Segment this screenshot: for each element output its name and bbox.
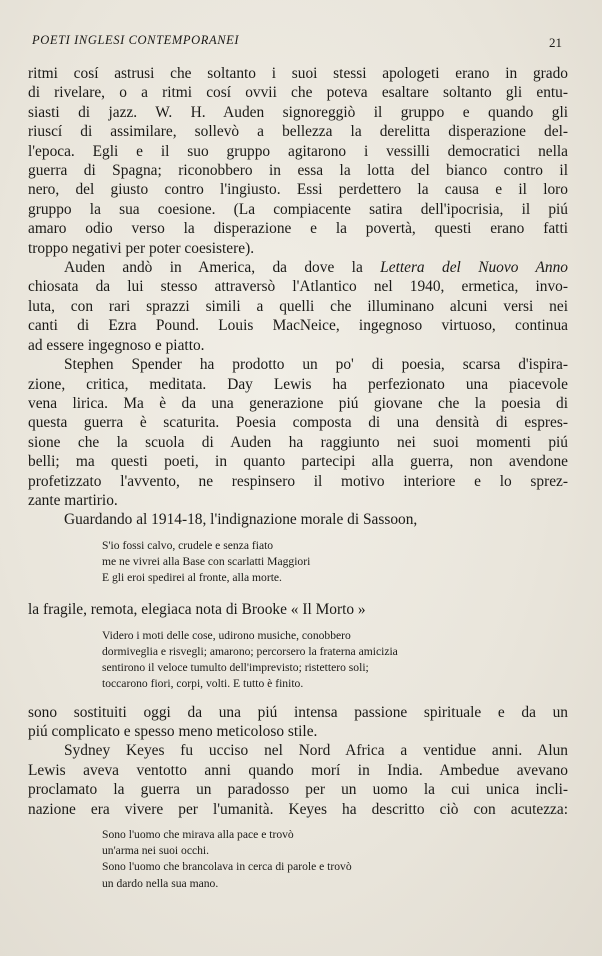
paragraph-6 — [28, 703, 568, 742]
text-line: la fragile, remota, elegiaca nota di Brooke « Il Morto » — [28, 601, 366, 619]
text-line: zante martirio. — [28, 491, 118, 509]
text-line: piú complicato e spesso meno meticoloso stile. — [28, 722, 318, 740]
poem-line: Sono l'uomo che brancolava in cerca di parole e trovò — [102, 860, 352, 874]
paragraph-4 — [28, 510, 568, 529]
text-line: riuscí di assimilare, sollevò a bellezza la derelitta disperazione del- — [28, 123, 568, 141]
page-body — [28, 64, 568, 902]
poem-line: dormiveglia e risvegli; amarono; percorsero la fraterna amicizia — [102, 644, 398, 658]
poem-keyes — [102, 827, 568, 892]
text-line: ritmi cosí astrusi che soltanto i suoi stessi apologeti erano in grado — [28, 65, 568, 82]
paragraph-3 — [28, 355, 568, 510]
text-line — [28, 258, 568, 277]
text-line: guerra di Spagna; riconobbero in essa la lotta del bianco contro il — [28, 162, 568, 180]
text-line: Sydney Keyes fu ucciso nel Nord Africa a ventidue anni. Alun — [64, 742, 568, 760]
poem-line: un dardo nella sua mano. — [102, 876, 219, 890]
poem-line: sentirono il veloce tumulto dell'imprevisto; ristettero soli; — [102, 661, 369, 675]
poem-line: Sono l'uomo che mirava alla pace e trovò — [102, 828, 294, 842]
running-title: POETI INGLESI CONTEMPORANEI — [32, 33, 240, 47]
paragraph-5 — [28, 600, 568, 619]
poem-line: me ne vivrei alla Base con scarlatti Maggiori — [102, 554, 311, 568]
text-line: chiosata da lui stesso attraversò l'Atlantico nel 1940, ermetica, invo- — [28, 278, 568, 296]
page-number: 21 — [549, 35, 562, 50]
text-line: nazione era vivere per l'umanità. Keyes ha descritto ciò con acutezza: — [28, 800, 568, 818]
text-line: zione, critica, meditata. Day Lewis ha perfezionato una piacevole — [28, 375, 568, 393]
poem-line: un'arma nei suoi occhi. — [102, 844, 210, 858]
poem-line: S'io fossi calvo, crudele e senza fiato — [102, 538, 274, 552]
paragraph-2 — [28, 258, 568, 355]
text-run: Auden andò in America, da dove la — [64, 259, 381, 277]
text-line: profetizzato l'avvento, ne respinsero il motivo interiore e lo sprez- — [28, 472, 568, 490]
text-line: questa guerra è scaturita. Poesia composta di una densità di espres- — [28, 414, 568, 432]
text-line: vena lirica. Ma è da una generazione piú giovane che la poesia di — [28, 394, 568, 412]
paragraph-7 — [28, 741, 568, 819]
text-line: ad essere ingegnoso e piatto. — [28, 336, 205, 354]
text-line: amaro odio verso la disperazione e la povertà, questi erano fatti — [28, 220, 568, 238]
text-line: siasti di jazz. W. H. Auden signoreggiò il gruppo e quando gli — [28, 103, 568, 121]
text-line: sono sostituiti oggi da una piú intensa passione spirituale e da un — [28, 703, 568, 721]
text-line: l'epoca. Egli e il suo gruppo agitarono i vessilli democratici nella — [28, 142, 568, 160]
text-line: troppo negativi per poter coesistere). — [28, 239, 255, 257]
text-line: belli; ma questi poeti, in quanto partecipi alla guerra, non avendone — [28, 453, 568, 471]
text-line: gruppo la sua coesione. (La compiacente satira dell'ipocrisia, il piú — [28, 200, 568, 218]
text-line: sione che la scuola di Auden ha raggiunto nei suoi momenti piú — [28, 433, 568, 451]
text-line: Guardando al 1914-18, l'indignazione morale di Sassoon, — [64, 511, 418, 529]
text-line: Stephen Spender ha prodotto un po' di poesia, scarsa d'ispira- — [64, 356, 568, 374]
poem-line: Videro i moti delle cose, udirono musiche, conobbero — [102, 628, 351, 642]
text-line: nero, del giusto contro l'ingiusto. Essi perdettero la causa e il loro — [28, 181, 568, 199]
poem-line: E gli eroi spedirei al fronte, alla morte. — [102, 571, 282, 585]
poem-line: toccarono fiori, corpi, volti. E tutto è finito. — [102, 677, 304, 691]
poem-sassoon — [102, 538, 568, 587]
text-line: Lewis aveva ventotto anni quando morí in India. Ambedue avevano — [28, 761, 568, 779]
paragraph-1 — [28, 64, 568, 258]
poem-brooke — [102, 628, 568, 693]
text-line: canti di Ezra Pound. Louis MacNeice, ingegnoso virtuoso, continua — [28, 317, 568, 335]
text-line: di rivelare, o a ritmi cosí ovvii che poteva esaltare soltanto gli entu- — [28, 84, 568, 102]
book-title-italic: Lettera del Nuovo Anno — [380, 259, 568, 277]
text-line: luta, con rari sprazzi simili a quelli che illuminano alcuni versi nei — [28, 297, 568, 315]
text-line: proclamato la guerra un paradosso per un uomo la cui unica incli- — [28, 781, 568, 799]
